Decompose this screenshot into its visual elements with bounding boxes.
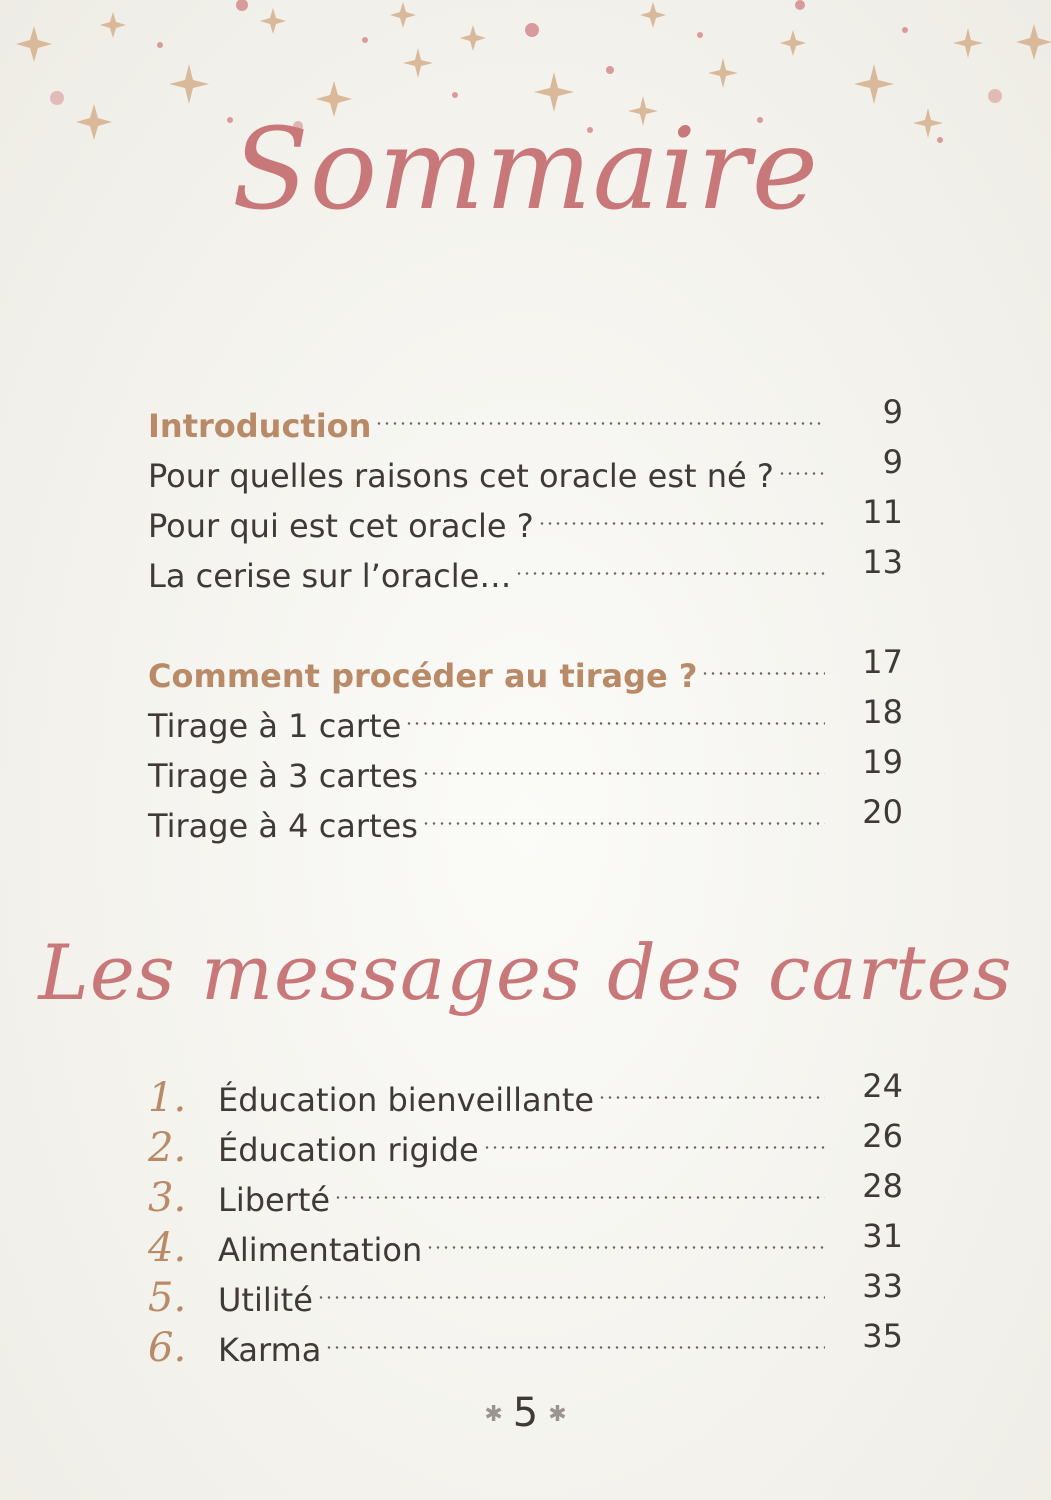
toc-entry[interactable]	[148, 1061, 903, 1121]
entry-title: Comment procéder au tirage ?	[148, 657, 698, 695]
entry-title: Éducation bienveillante	[218, 1081, 595, 1119]
dot-leader	[538, 487, 825, 537]
dot-leader	[317, 1261, 825, 1311]
page-title: Sommaire	[232, 105, 819, 235]
entry-title: Introduction	[148, 407, 372, 445]
entry-page-number: 11	[862, 493, 903, 531]
entry-page-number: 33	[862, 1267, 903, 1305]
entry-page-number: 20	[862, 793, 903, 831]
dot-leader	[778, 437, 825, 487]
entry-title: Pour quelles raisons cet oracle est né ?	[148, 457, 774, 495]
dot-leader	[334, 1161, 825, 1211]
toc-entry[interactable]	[148, 1211, 903, 1271]
entry-number: 5.	[148, 1275, 187, 1321]
entry-page-number: 9	[882, 443, 903, 481]
toc-entry[interactable]	[148, 1161, 903, 1221]
dot-leader	[701, 637, 825, 687]
dot-leader	[598, 1061, 825, 1111]
entry-page-number: 28	[862, 1167, 903, 1205]
dot-leader	[422, 737, 825, 787]
toc-entry[interactable]	[148, 437, 903, 495]
toc-entry[interactable]	[148, 487, 903, 545]
entry-title: Tirage à 1 carte	[148, 707, 402, 745]
entry-title: Tirage à 4 cartes	[148, 807, 418, 845]
entry-title: Karma	[218, 1331, 322, 1369]
entry-title: Utilité	[218, 1281, 313, 1319]
entry-number: 4.	[148, 1225, 187, 1271]
toc-entry[interactable]	[148, 787, 903, 845]
asterisk-icon: ✱	[484, 1402, 503, 1427]
entry-page-number: 13	[862, 543, 903, 581]
section-title-messages: Les messages des cartes	[38, 928, 1013, 1017]
entry-title: Éducation rigide	[218, 1131, 479, 1169]
entry-page-number: 18	[862, 693, 903, 731]
entry-number: 6.	[148, 1325, 187, 1371]
dot-leader	[405, 687, 825, 737]
toc-entry[interactable]	[148, 687, 903, 745]
entry-title: La cerise sur l’oracle…	[148, 557, 512, 595]
dot-leader	[422, 787, 825, 837]
entry-page-number: 19	[862, 743, 903, 781]
entry-number: 2.	[148, 1125, 187, 1171]
entry-number: 1.	[148, 1075, 187, 1121]
entry-title: Tirage à 3 cartes	[148, 757, 418, 795]
entry-title: Pour qui est cet oracle ?	[148, 507, 534, 545]
entry-page-number: 26	[862, 1117, 903, 1155]
asterisk-icon: ✱	[548, 1402, 567, 1427]
toc-entry[interactable]	[148, 637, 903, 695]
dot-leader	[515, 537, 825, 587]
dot-leader	[483, 1111, 825, 1161]
entry-page-number: 9	[882, 393, 903, 431]
toc-entry[interactable]	[148, 1111, 903, 1171]
entry-page-number: 35	[862, 1317, 903, 1355]
page-footer	[0, 1388, 1051, 1440]
entry-title: Alimentation	[218, 1231, 423, 1269]
entry-page-number: 17	[862, 643, 903, 681]
toc-section-tirage	[148, 637, 903, 845]
entry-title: Liberté	[218, 1181, 331, 1219]
toc-entry[interactable]	[148, 737, 903, 795]
toc-entry[interactable]	[148, 387, 903, 445]
entry-page-number: 24	[862, 1067, 903, 1105]
toc-entry[interactable]	[148, 1311, 903, 1371]
entry-page-number: 31	[862, 1217, 903, 1255]
toc-section-introduction	[148, 387, 903, 595]
dot-leader	[426, 1211, 825, 1261]
page-number: 5	[512, 1390, 539, 1436]
dot-leader	[375, 387, 825, 437]
dot-leader	[325, 1311, 825, 1361]
toc-entry[interactable]	[148, 537, 903, 595]
entry-number: 3.	[148, 1175, 187, 1221]
toc-section-messages	[148, 1061, 903, 1371]
toc-entry[interactable]	[148, 1261, 903, 1321]
